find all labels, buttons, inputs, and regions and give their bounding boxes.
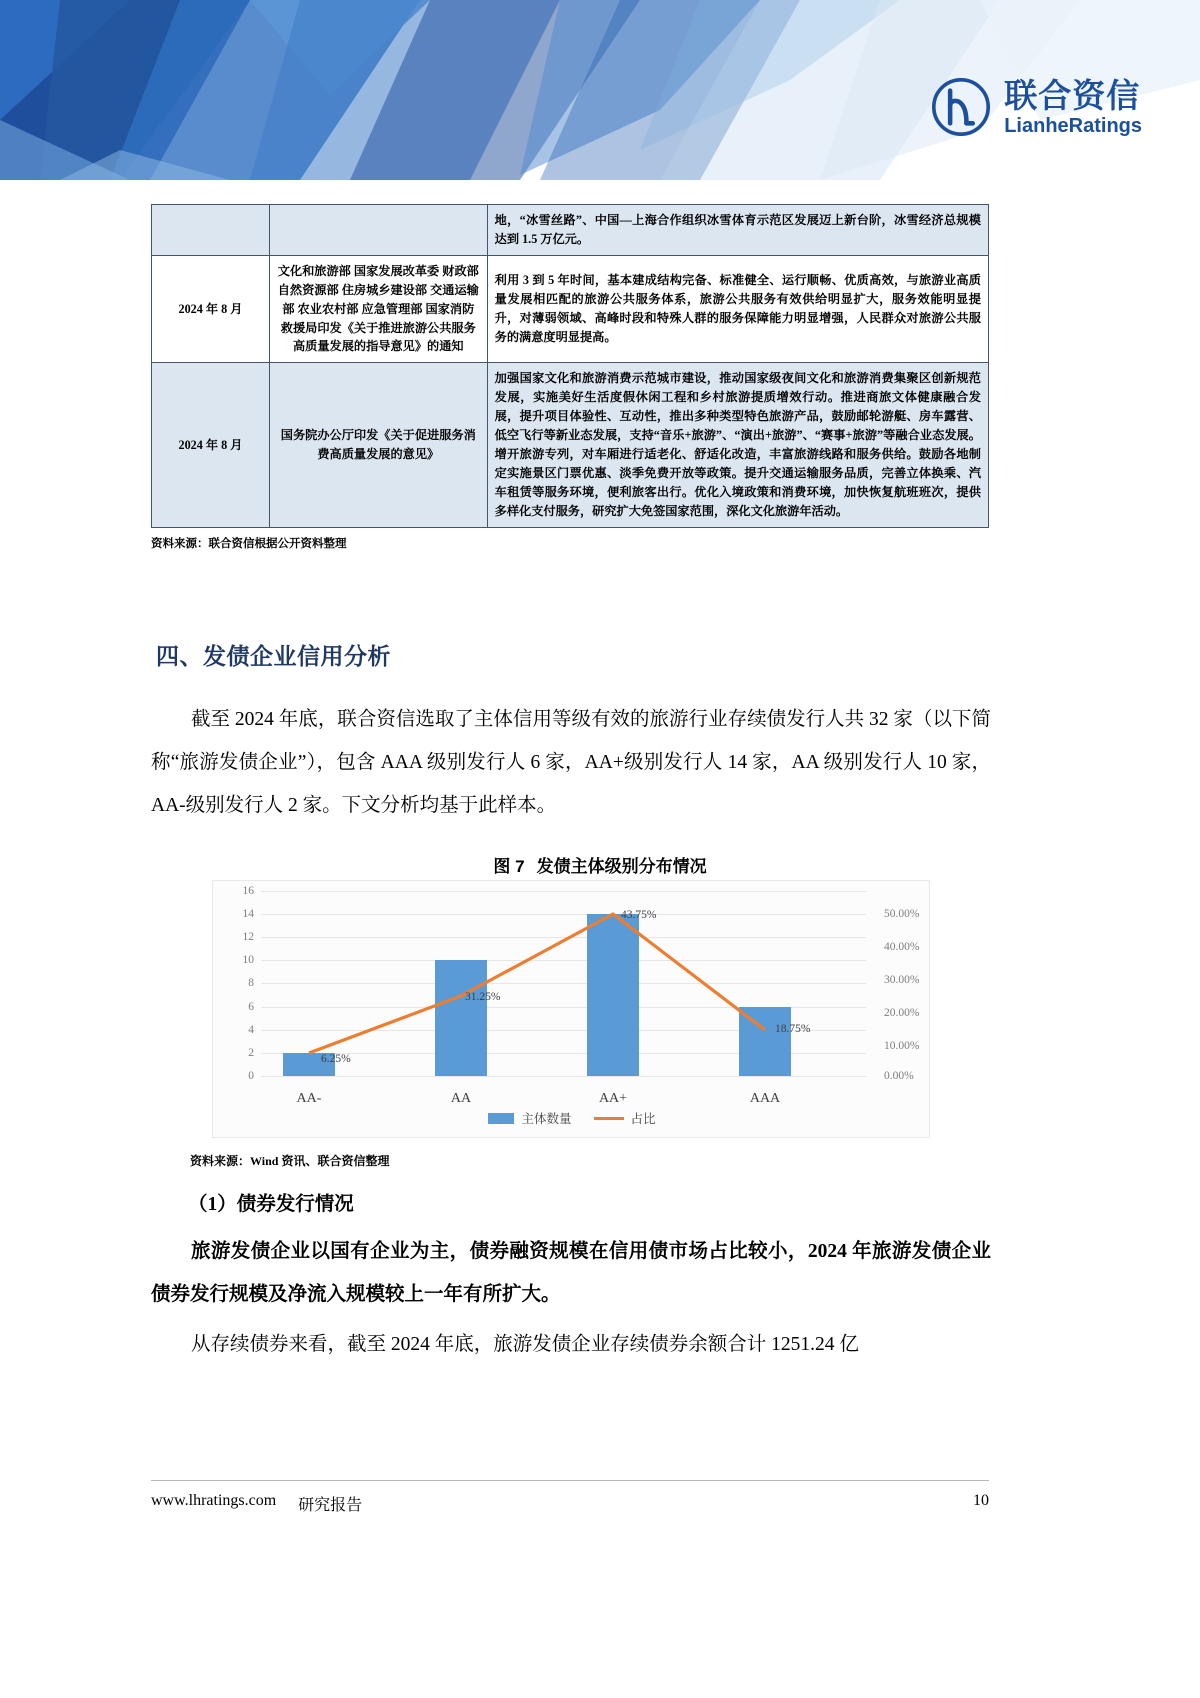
figure-title-text: 发债主体级别分布情况 [536,857,707,876]
policy-name-cell [269,205,487,256]
left-axis-tick: 12 [242,931,254,943]
right-axis-tick: 50.00% [884,908,920,920]
x-axis-category: AAA [749,1091,781,1106]
left-axis-tick: 14 [242,908,254,920]
paragraph-bond-issuance-summary: 旅游发债企业以国有企业为主，债券融资规模在信用债市场占比较小，2024 年旅游发债企业债券发行规模及净流入规模较上一年有所扩大。 [151,1241,991,1305]
legend-swatch-icon [488,1113,514,1124]
company-logo [932,78,1142,136]
data-label-AA-minus: 6.25% [321,1053,351,1065]
left-axis-tick: 16 [242,885,254,897]
figure-number: 图 7 [493,857,525,876]
data-label-AA: 31.25% [465,991,501,1003]
footer-page-number: 10 [973,1492,989,1509]
paragraph-outstanding-bonds: 从存续债券来看，截至 2024 年底，旅游发债企业存续债券余额合计 1251.24 亿 [191,1334,859,1355]
right-axis-tick: 20.00% [884,1007,920,1019]
right-axis-tick: 30.00% [884,974,920,986]
left-axis-tick: 10 [242,954,254,966]
policy-date-cell [152,205,270,256]
footer-website[interactable]: www.lhratings.com [151,1492,277,1509]
legend-label: 占比 [630,1112,656,1126]
left-axis-tick: 0 [248,1070,254,1082]
policy-name-cell: 文化和旅游部 国家发展改革委 财政部 自然资源部 住房城乡建设部 交通运输部 农业农村部 应急管理部 国家消防救援局印发《关于推进旅游公共服务高质量发展的指导意见》的通知 [269,255,487,363]
table-row [152,205,989,256]
x-axis-category: AA+ [598,1091,628,1106]
legend-label: 主体数量 [521,1112,572,1126]
policy-table [151,204,989,528]
sub-heading-bond-issuance: （1）债券发行情况 [188,1194,354,1215]
lh-monogram-icon [932,78,990,136]
page-footer [151,1492,989,1515]
left-axis-tick: 4 [248,1024,254,1036]
percentage-line-series [261,891,866,1076]
figure-title [0,852,1200,877]
policy-name-cell: 国务院办公厅印发《关于促进服务消费高质量发展的意见》 [269,363,487,527]
chart-figure-7 [212,880,930,1138]
chart-plot-area [242,885,920,1106]
left-axis-tick: 2 [248,1047,254,1059]
logo-text-cn: 联合资信 [1004,76,1141,114]
legend-line-icon [594,1117,624,1120]
footer-divider [151,1480,989,1481]
legend-item-share[interactable] [594,1109,656,1127]
chart-legend [213,1109,931,1127]
policy-date-cell: 2024 年 8 月 [152,255,270,363]
policy-content-cell: 利用 3 到 5 年时间，基本建成结构完备、标准健全、运行顺畅、优质高效，与旅游业高质量发展相匹配的旅游公共服务体系，旅游公共服务有效供给明显扩大，服务效能明显提升，对薄弱领域、高峰时段和特殊人群的服务保障能力明显增强，人民群众对旅游公共服务的满意度明显提高。 [487,255,988,363]
right-axis-tick: 10.00% [884,1040,920,1052]
gridline [261,1076,866,1077]
logo-text-en: LianheRatings [1004,114,1142,137]
right-axis-tick: 40.00% [884,941,920,953]
left-axis-tick: 6 [248,1001,254,1013]
policy-date-cell: 2024 年 8 月 [152,363,270,527]
right-axis-tick: 0.00% [884,1070,914,1082]
left-axis-tick: 8 [248,977,254,989]
section-heading: 四、发债企业信用分析 [156,643,391,669]
figure-source-note: 资料来源：Wind 资讯、联合资信整理 [190,1154,390,1168]
footer-doc-type: 研究报告 [298,1497,363,1514]
data-label-AAA: 18.75% [775,1023,811,1035]
legend-item-count[interactable] [488,1109,571,1127]
data-label-AA-plus: 43.75% [621,909,657,921]
table-row [152,363,989,527]
table-row [152,255,989,363]
x-axis-category: AA [450,1091,472,1106]
paragraph-credit-analysis-intro: 截至 2024 年底，联合资信选取了主体信用等级有效的旅游行业存续债发行人共 32 家（以下简称“旅游发债企业”），包含 AAA 级别发行人 6 家，AA+级别发行人 14 家，AA 级别发行人 10 家，AA-级别发行人 2 家。下文分析均基于此样本。 [151,709,991,816]
policy-table-wrapper [151,204,989,551]
page-header-banner [0,0,1200,180]
x-axis-category: AA- [296,1091,322,1106]
table-source-note: 资料来源：联合资信根据公开资料整理 [151,537,347,550]
policy-content-cell: 加强国家文化和旅游消费示范城市建设，推动国家级夜间文化和旅游消费集聚区创新规范发展，实施美好生活度假休闲工程和乡村旅游提质增效行动。推进商旅文体健康融合发展，提升项目体验性、互动性，推出多种类型特色旅游产品，鼓励邮轮游艇、房车露营、低空飞行等新业态发展，支持“音乐+旅游”、“演出+旅游”、“赛事+旅游”等融合业态发展。增开旅游专列，对车厢进行适老化、舒适化改造，丰富旅游线路和服务供给。鼓励各地制定实施景区门票优惠、淡季免费开放等政策。提升交通运输服务品质，完善立体换乘、汽车租赁等服务环境，便利旅客出行。优化入境政策和消费环境，加快恢复航班班次，提供多样化支付服务，研究扩大免签国家范围，深化文化旅游年活动。 [487,363,988,527]
policy-content-cell: 地，“冰雪丝路”、中国—上海合作组织冰雪体育示范区发展迈上新台阶，冰雪经济总规模达到 1.5 万亿元。 [487,205,988,256]
